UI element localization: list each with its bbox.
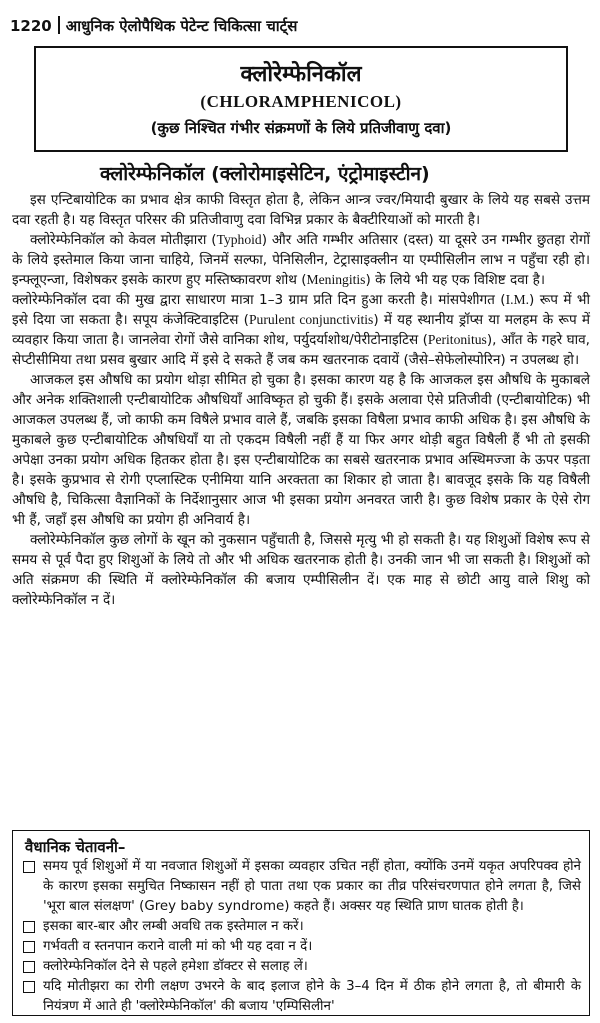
drug-title-box bbox=[34, 46, 568, 152]
warning-item: इसका बार-बार और लम्बी अवधि तक इस्तेमाल न करें। bbox=[21, 917, 581, 937]
checkbox-icon bbox=[23, 921, 35, 933]
paragraph-5: क्लोरेम्फेनिकॉल कुछ लोगों के खून को नुकसान पहुँचाती है, जिससे मृत्यु भी हो सकती है। यह शिशुओं विशेष रूप से समय से पूर्व पैदा हुए शिशुओं के लिये तो और भी अधिक खतरनाक होती है। उनकी जान भी जा सकती है। शिशुओं को अति संक्रमण की स्थिति में क्लोरेम्फेनिकॉल की बजाय एम्पीसिलीन दें। एक माह से छोटी आयु वाले शिशु को क्लोरेम्फेनिकॉल न दें। bbox=[12, 532, 590, 608]
statutory-warning-box bbox=[12, 830, 590, 1016]
checkbox-icon bbox=[23, 861, 35, 873]
paragraph-4: आजकल इस औषधि का प्रयोग थोड़ा सीमित हो चुका है। इसका कारण यह है कि आजकल इस औषधि के मुकाबले और अनेक शक्तिशाली एन्टीबायोटिक औषधियाँ आविष्कृत हो चुकी हैं। इसके अलावा ऐसे प्रतिजीवी (एन्टीबायोटिक) भी आजकल उपलब्ध हैं, जो काफी कम विषैले प्रभाव वाले हैं, जबकि इसका विषैला प्रभाव काफी अधिक है। इस औषधि के मुकाबले कुछ एन्टीबायोटिक औषधियाँ या तो एकदम विषैली नहीं हैं या फिर अगर थोड़ी बहुत विषैली हैं भी तो इसकी अपेक्षा उनका प्रयोग अधिक हितकर होता है। इस एन्टीबायोटिक का सबसे खतरनाक प्रभाव अस्थिमज्जा के ऊपर पड़ता है। इसके कुप्रभाव से रोगी एप्लास्टिक एनीमिया यानि अरक्तता का शिकार हो जाता है। बावजूद इसके कि यह विषैली औषधि है, चिकित्सा वैज्ञानिकों के निर्देशानुसार आज भी इसका प्रयोग अनवरत जारी है। कुछ विशेष प्रकार के ऐसे रोग भी हैं, जहाँ इस औषधि का प्रयोग ही अनिवार्य है। bbox=[12, 372, 590, 528]
paragraph-1: इस एन्टिबायोटिक का प्रभाव क्षेत्र काफी विस्तृत होता है, लेकिन आन्त्र ज्वर/मियादी बुखार के लिये यह सबसे उत्तम दवा रहती है। यह विस्तृत परिसर की प्रतिजीवाणु दवा विभिन्न प्रकार के बैक्टीरियाओं को मारती है। bbox=[12, 192, 590, 228]
term-typhoid: Typhoid bbox=[216, 232, 262, 247]
book-title: आधुनिक ऐलोपैथिक पेटेन्ट चिकित्सा चार्ट्स bbox=[65, 17, 298, 35]
page-number: 1220 bbox=[10, 17, 52, 35]
paragraph-3: क्लोरेम्फेनिकॉल दवा की मुख द्वारा साधारण मात्रा 1–3 ग्राम प्रति दिन हुआ करती है। मांसपेशीगत (I.M.) रूप में भी इसे दिया जा सकता है। सपूय कंजेक्टिवाइटिस (Purulent conjunctivitis) में यह स्थानीय ड्रॉप्स या मलहम के रूप में व्यवहार किया जाता है। जानलेवा रोगों जैसे वानिका शोथ, पर्युदर्याशोथ/पेरीटोनाइटिस (Peritonitus), आँत के गहरे घाव, सेप्टीसीमिया तथा प्रसव बुखार आदि में इसे दे सकते हैं जब कम खतरनाक दवायें (जैसे–सेफेलोस्पोरिन) न उपलब्ध हो। bbox=[12, 292, 590, 368]
header-divider bbox=[58, 16, 60, 34]
warning-item: यदि मोतीझरा का रोगी लक्षण उभरने के बाद इलाज होने के 3–4 दिन में ठीक होने लगता है, तो बीमारी के नियंत्रण में आते ही 'क्लोरेम्फेनिकॉल' की बजाय 'एम्पिसिलीन' bbox=[21, 977, 581, 1017]
checkbox-icon bbox=[23, 981, 35, 993]
term-peritonitus: Peritonitus bbox=[427, 332, 487, 347]
running-header bbox=[10, 16, 590, 36]
warning-item: गर्भवती व स्तनपान कराने वाली मां को भी यह दवा न दें। bbox=[21, 937, 581, 957]
paragraph-2: क्लोरेम्फेनिकॉल को केवल मोतीझारा (Typhoid) और अति गम्भीर अतिसार (दस्त) या दूसरे उन गम्भीर छुतहा रोगों के लिये इस्तेमाल किया जाना चाहिये, जिनमें सल्फा, पेनिसिलीन, टेट्रासाइक्लीन या एम्पीसिलीन लाभ न पहुँचा रही हो। इन्फ्लूएन्जा, विशेषकर इसके कारण हुए मस्तिष्कावरण शोथ (Meningitis) के लिये भी यह एक विशिष्ट दवा है। bbox=[12, 232, 590, 288]
warning-item: समय पूर्व शिशुओं में या नवजात शिशुओं में इसका व्यवहार उचित नहीं होता, क्योंकि उनमें यकृत अपरिपक्व होने के कारण इसका समुचित निष्कासन नहीं हो पाता तथा एक प्रकार का तीव्र परिसंचरणपात होने लगता है, जिसे 'भूरा बाल संलक्षण' (Grey baby syndrome) कहते हैं। अक्सर यह स्थिति प्राण घातक होती है। bbox=[21, 857, 581, 917]
term-meningitis: Meningitis bbox=[306, 272, 366, 287]
drug-subtitle: (कुछ निश्चित गंभीर संक्रमणों के लिये प्रतिजीवाणु दवा) bbox=[150, 119, 452, 137]
drug-title-hindi: क्लोरेम्फेनिकॉल bbox=[240, 62, 362, 87]
term-conjunctivitis: Purulent conjunctivitis bbox=[248, 312, 374, 327]
checkbox-icon bbox=[23, 941, 35, 953]
warning-item: क्लोरेम्फेनिकॉल देने से पहले हमेशा डॉक्टर से सलाह लें। bbox=[21, 957, 581, 977]
warning-title: वैधानिक चेतावनी– bbox=[25, 838, 126, 856]
checkbox-icon bbox=[23, 961, 35, 973]
body-text bbox=[12, 190, 590, 610]
section-heading: क्लोरेम्फेनिकॉल (क्लोरोमाइसेटिन, एंट्रोमाइस्टीन) bbox=[100, 163, 430, 185]
term-im: I.M. bbox=[505, 292, 530, 307]
drug-title-english: (CHLORAMPHENICOL) bbox=[200, 92, 402, 111]
